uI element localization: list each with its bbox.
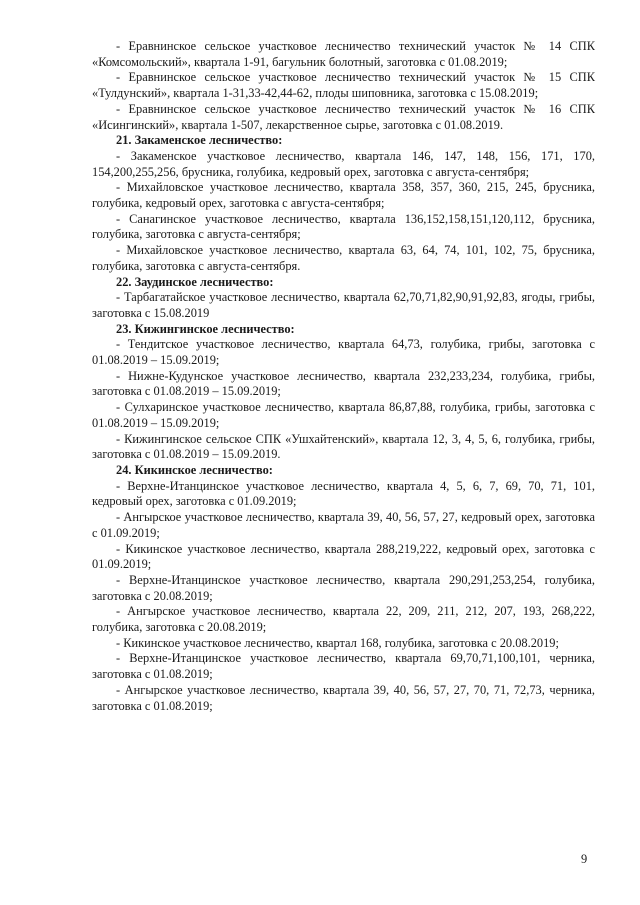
list-item: - Сулхаринское участковое лесничество, квартала 86,87,88, голубика, грибы, заготовка с 01.08.2019 – 15.09.2019; — [92, 400, 595, 430]
list-item: - Михайловское участковое лесничество, квартала 63, 64, 74, 101, 102, 75, брусника, голубика, заготовка с августа-сентября. — [92, 243, 595, 273]
list-item: - Верхне-Итанцинское участковое лесничество, квартала 69,70,71,100,101, черника, заготовка с 01.08.2019; — [92, 651, 595, 682]
list-item: - Тарбагатайское участковое лесничество, квартала 62,70,71,82,90,91,92,83, ягоды, грибы, заготовка с 15.08.2019 — [92, 290, 595, 320]
list-item: - Кикинское участковое лесничество, квартала 288,219,222, кедровый орех, заготовка с 01.09.2019; — [92, 541, 595, 572]
page-number: 9 — [581, 852, 588, 866]
section-heading: 24. Кикинское лесничество: — [116, 462, 273, 477]
list-item: - Еравнинское сельское участковое лесничество технический участок № 15 СПК «Тулдунский», квартала 1-31,33-42,44-62, плоды шиповника, заготовка с 15.08.2019; — [92, 70, 595, 101]
section-heading: 23. Кижингинское лесничество: — [116, 321, 295, 336]
list-item: - Нижне-Кудунское участковое лесничество, квартала 232,233,234, голубика, грибы, заготовка с 01.08.2019 – 15.09.2019; — [92, 368, 595, 399]
list-item: - Верхне-Итанцинское участковое лесничество, квартала 4, 5, 6, 7, 69, 70, 71, 101, кедровый орех, заготовка с 01.09.2019; — [92, 478, 595, 509]
list-item: - Ангырское участковое лесничество, квартала 39, 40, 56, 57, 27, 70, 71, 72,73, черника, заготовка с 01.08.2019; — [92, 682, 595, 713]
list-item: - Ангырское участковое лесничество, квартала 39, 40, 56, 57, 27, кедровый орех, заготовка с 01.09.2019; — [92, 510, 595, 540]
list-item: - Ангырское участковое лесничество, квартала 22, 209, 211, 212, 207, 193, 268,222, голубика, заготовка с 20.08.2019; — [92, 604, 595, 635]
list-item: - Кижингинское сельское СПК «Ушхайтенский», квартала 12, 3, 4, 5, 6, голубика, грибы, заготовка с 01.08.2019 – 15.09.2019. — [92, 431, 595, 462]
list-item: - Тендитское участковое лесничество, квартала 64,73, голубика, грибы, заготовка с 01.08.2019 – 15.09.2019; — [92, 337, 595, 368]
document-body — [92, 39, 595, 714]
list-item: - Михайловское участковое лесничество, квартала 358, 357, 360, 215, 245, брусника, голубика, кедровый орех, заготовка с августа-сентября; — [92, 180, 595, 211]
list-item: - Еравнинское сельское участковое лесничество технический участок № 16 СПК «Исингинский», квартала 1-507, лекарственное сырье, заготовка с 01.08.2019. — [92, 101, 595, 132]
section-heading: 22. Заудинское лесничество: — [116, 274, 274, 289]
list-item: - Верхне-Итанцинское участковое лесничество, квартала 290,291,253,254, голубика, заготовка с 20.08.2019; — [92, 572, 595, 603]
list-item: - Еравнинское сельское участковое лесничество технический участок № 14 СПК «Комсомольский», квартала 1-91, багульник болотный, заготовка с 01.08.2019; — [92, 39, 595, 69]
list-item: - Санагинское участковое лесничество, квартала 136,152,158,151,120,112, брусника, голубика, заготовка с августа-сентября; — [92, 211, 595, 242]
list-item: - Кикинское участковое лесничество, квартал 168, голубика, заготовка с 20.08.2019; — [116, 635, 559, 650]
list-item: - Закаменское участковое лесничество, квартала 146, 147, 148, 156, 171, 170, 154,200,255,256, брусника, голубика, кедровый орех, заготовка с августа-сентября; — [92, 148, 595, 179]
section-heading: 21. Закаменское лесничество: — [116, 133, 283, 148]
